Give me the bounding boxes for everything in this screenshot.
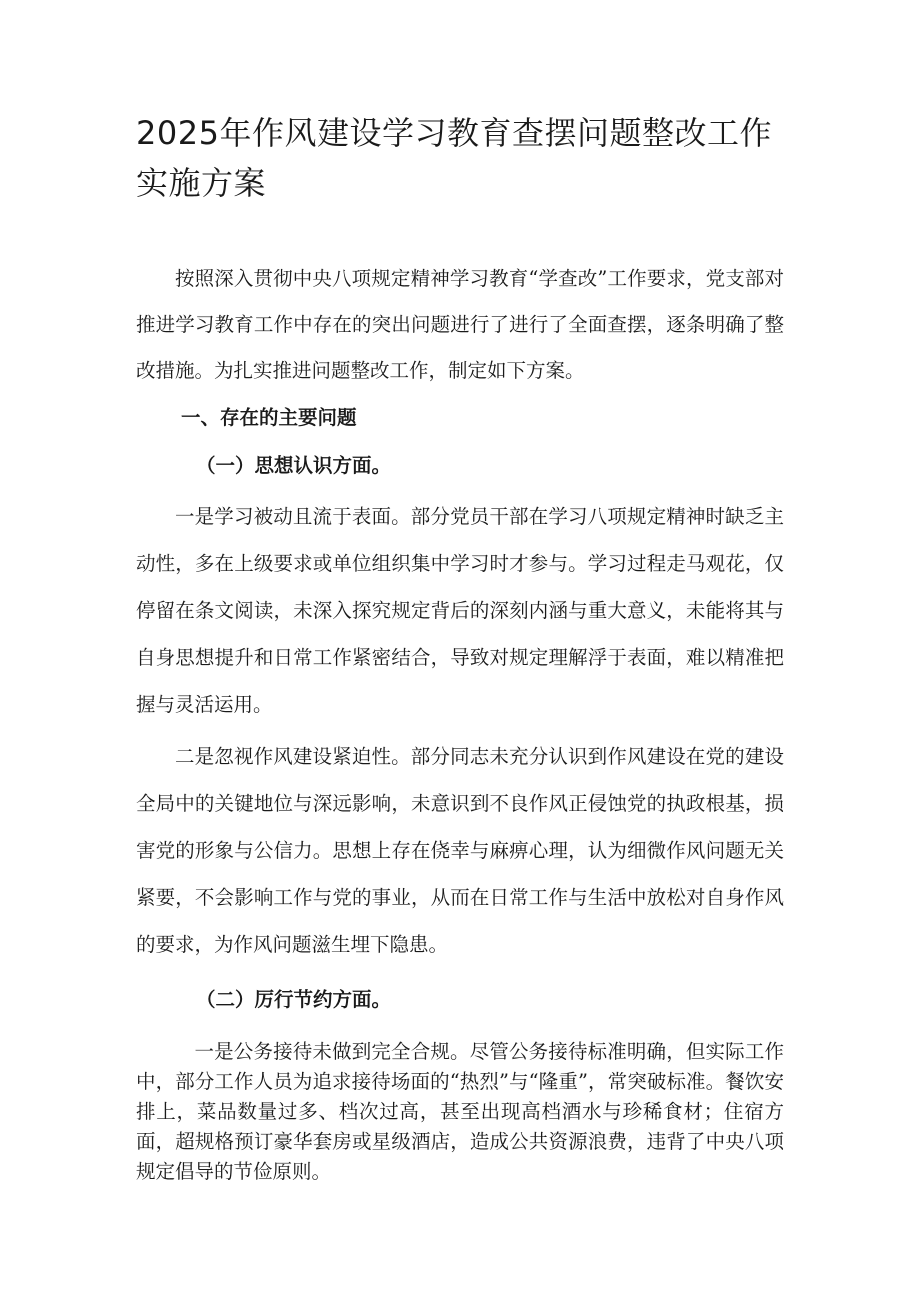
paragraph-passive-study: 一是学习被动且流于表面。部分党员干部在学习八项规定精神时缺乏主动性，多在上级要求或单位组织集中学习时才参与。学习过程走马观花，仅停留在条文阅读，未深入探究规定背后的深刻内涵与重大意义，未能将其与自身思想提升和日常工作紧密结合，导致对规定理解浮于表面，难以精准把握与灵活运用。 <box>136 505 784 716</box>
intro-paragraph: 按照深入贯彻中央八项规定精神学习教育“学查改”工作要求，党支部对推进学习教育工作中存在的突出问题进行了进行了全面查摆，逐条明确了整改措施。为扎实推进问题整改工作，制定如下方案。 <box>136 267 784 382</box>
subsection-heading-frugality: （二）厉行节约方面。 <box>196 988 392 1011</box>
document-title: 2025年作风建设学习教育查摆问题整改工作实施方案 <box>136 114 772 202</box>
subsection-heading-ideology: （一）思想认识方面。 <box>196 454 392 477</box>
paragraph-official-reception: 一是公务接待未做到完全合规。尽管公务接待标准明确，但实际工作中，部分工作人员为追求接待场面的“热烈”与“隆重”，常突破标准。餐饮安排上，菜品数量过多、档次过高，甚至出现高档酒水与珍稀食材；住宿方面，超规格预订豪华套房或星级酒店，造成公共资源浪费，违背了中央八项规定倡导的节俭原则。 <box>136 1040 784 1183</box>
paragraph-urgency: 二是忽视作风建设紧迫性。部分同志未充分认识到作风建设在党的建设全局中的关键地位与深远影响，未意识到不良作风正侵蚀党的执政根基，损害党的形象与公信力。思想上存在侥幸与麻痹心理，认为细微作风问题无关紧要，不会影响工作与党的事业，从而在日常工作与生活中放松对自身作风的要求，为作风问题滋生埋下隐患。 <box>136 745 784 956</box>
section-heading-main-problems: 一、存在的主要问题 <box>181 406 357 429</box>
